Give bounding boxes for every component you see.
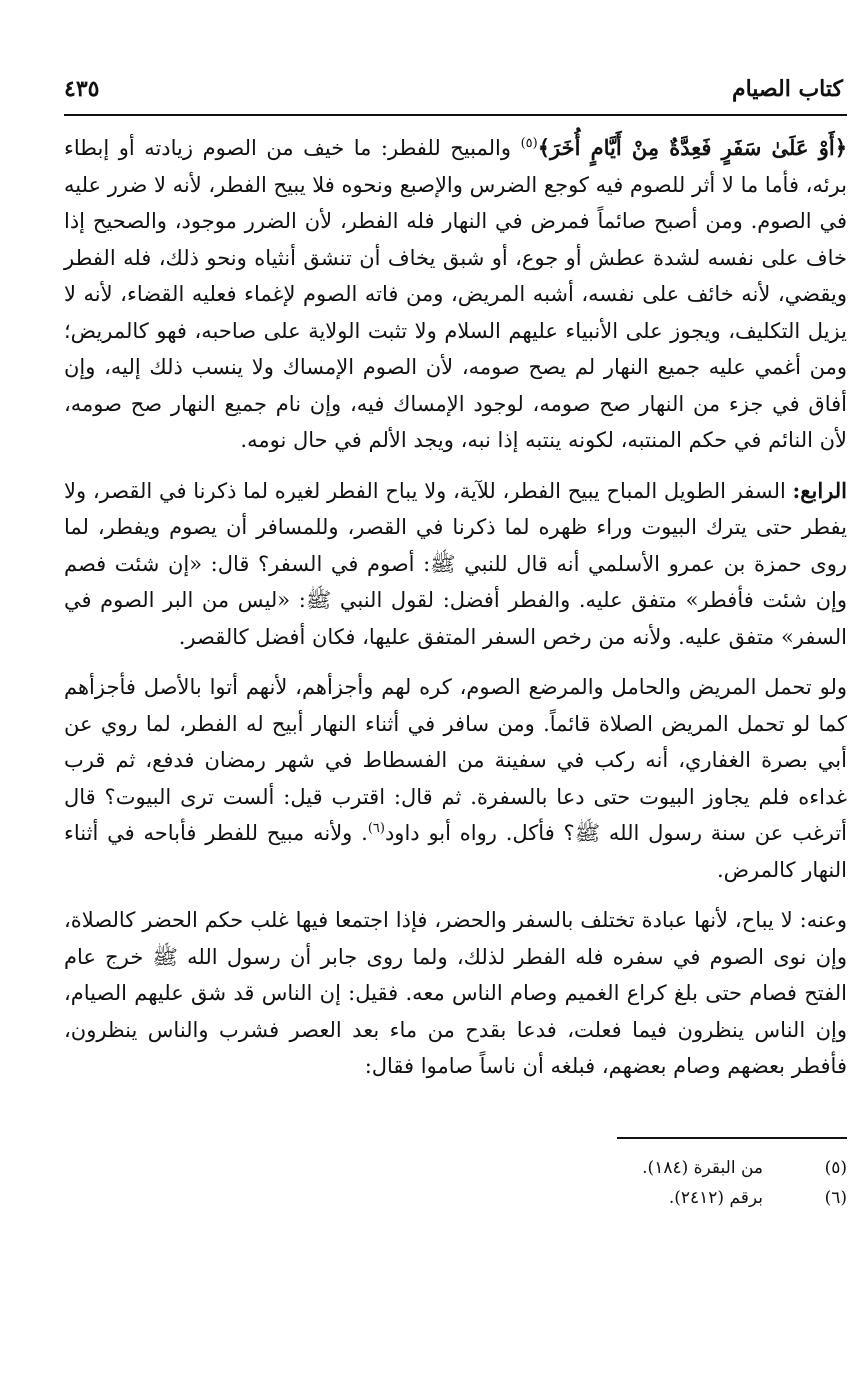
section-lead: الرابع: [792,477,847,503]
paragraph-4 [64,902,847,1085]
quran-verse: ﴿أَوْ عَلَىٰ سَفَرٍ فَعِدَّةٌ مِنْ أَيَّامٍ أُخَرَ﴾ [537,135,847,160]
page-number: ٤٣٥ [64,76,100,102]
footnote-number: (٥) [824,1157,847,1178]
footnote-item [64,1183,847,1213]
paragraph-2-text: السفر الطويل المباح يبيح الفطر، للآية، ولا يباح الفطر لغيره لما ذكرنا في القصر، ولا يفطر حتى يترك البيوت وراء ظهره لما ذكرنا في القصر، وللمسافر أن يصوم ويفطر، لما روى حمزة بن عمرو الأسلمي أنه قال للنبي ﷺ: أصوم في السفر؟ قال: «إن شئت فصم وإن شئت فأفطر» متفق عليه. والفطر أفضل: لقول النبي ﷺ: «ليس من البر الصوم في السفر» متفق عليه. ولأنه من رخص السفر المتفق عليها، فكان أفضل كالقصر. [64,478,847,649]
paragraph-3-text: ولو تحمل المريض والحامل والمرضع الصوم، كره لهم وأجزأهم، لأنهم أتوا بالأصل فأجزأهم كما لو تحمل المريض الصلاة قائماً. ومن سافر في أثناء النهار أبيح له الفطر، لما روي عن أبي بصرة الغفاري، أنه ركب في سفينة من الفسطاط في شهر رمضان فدفع، ثم قرب غداءه فلم يجاوز البيوت حتى دعا بالسفرة. ثم قال: اقترب قيل: ألست ترى البيوت؟ قال أترغب عن سنة رسول الله ﷺ؟ فأكل. رواه أبو داود [64,675,848,845]
chapter-title: كتاب الصيام [731,76,843,102]
main-text [64,130,847,1085]
footnote-item [64,1153,847,1183]
paragraph-1 [64,130,847,459]
footnote-text: برقم (٢٤١٢). [668,1187,763,1208]
paragraph-1-text: والمبيح للفطر: ما خيف من الصوم زيادته أو إبطاء برئه، فأما ما لا أثر للصوم فيه كوجع الضرس والإصبع ونحوه فلا يبيح الفطر، لأنه لا ضرر عليه في الصوم. ومن أصبح صائماً فمرض في النهار فله الفطر، لأن الضرر موجود، والصحيح إذا خاف على نفسه لشدة عطش أو جوع، أو شبق يخاف أن تنشق أنثياه ونحو ذلك، فله الفطر ويقضي، لأنه خائف على نفسه، أشبه المريض، ومن فاته الصوم لإغماء فعليه القضاء، لأنه لا يزيل التكليف، ويجوز على الأنبياء عليهم السلام ولا تثبت الولاية على صاحبه، فهو كالمريض؛ ومن أغمي عليه جميع النهار لم يصح صومه، لأن الصوم الإمساك ولا ينسب ذلك إليه، وإن أفاق في جزء من النهار صح صومه، لوجود الإمساك فيه، وإن نام جميع النهار صح صومه، لأن النائم في حكم المنتبه، لكونه ينتبه إذا نبه، ويجد الألم في حال نومه. [64,136,847,452]
footnote-number: (٦) [824,1187,847,1208]
paragraph-2 [64,473,847,656]
book-page [64,52,847,1372]
footnote-ref-5: (٥) [520,136,538,151]
footnote-text: من البقرة (١٨٤). [642,1157,763,1178]
footnote-divider [617,1137,847,1139]
footnotes [64,1153,847,1213]
paragraph-4-text: وعنه: لا يباح، لأنها عبادة تختلف بالسفر والحضر، فإذا اجتمعا فيها غلب حكم الحضر كالصلاة، وإن نوى الصوم في سفره فله الفطر لذلك، ولما روى جابر أن رسول الله ﷺ خرج عام الفتح فصام حتى بلغ كراع الغميم وصام الناس معه. فقيل: إن الناس قد شق عليهم الصيام، وإن الناس ينظرون فيما فعلت، فدعا بقدح من ماء بعد العصر فشرب والناس ينظرون، فأفطر بعضهم وصام بعضهم، فبلغه أن ناساً صاموا فقال: [64,908,847,1078]
page-header [64,52,847,102]
paragraph-3-tail: . ولأنه مبيح للفطر فأباحه في أثناء النهار كالمرض. [64,821,847,882]
header-divider [64,114,847,116]
paragraph-3 [64,669,847,888]
footnote-ref-6: (٦) [367,821,385,836]
